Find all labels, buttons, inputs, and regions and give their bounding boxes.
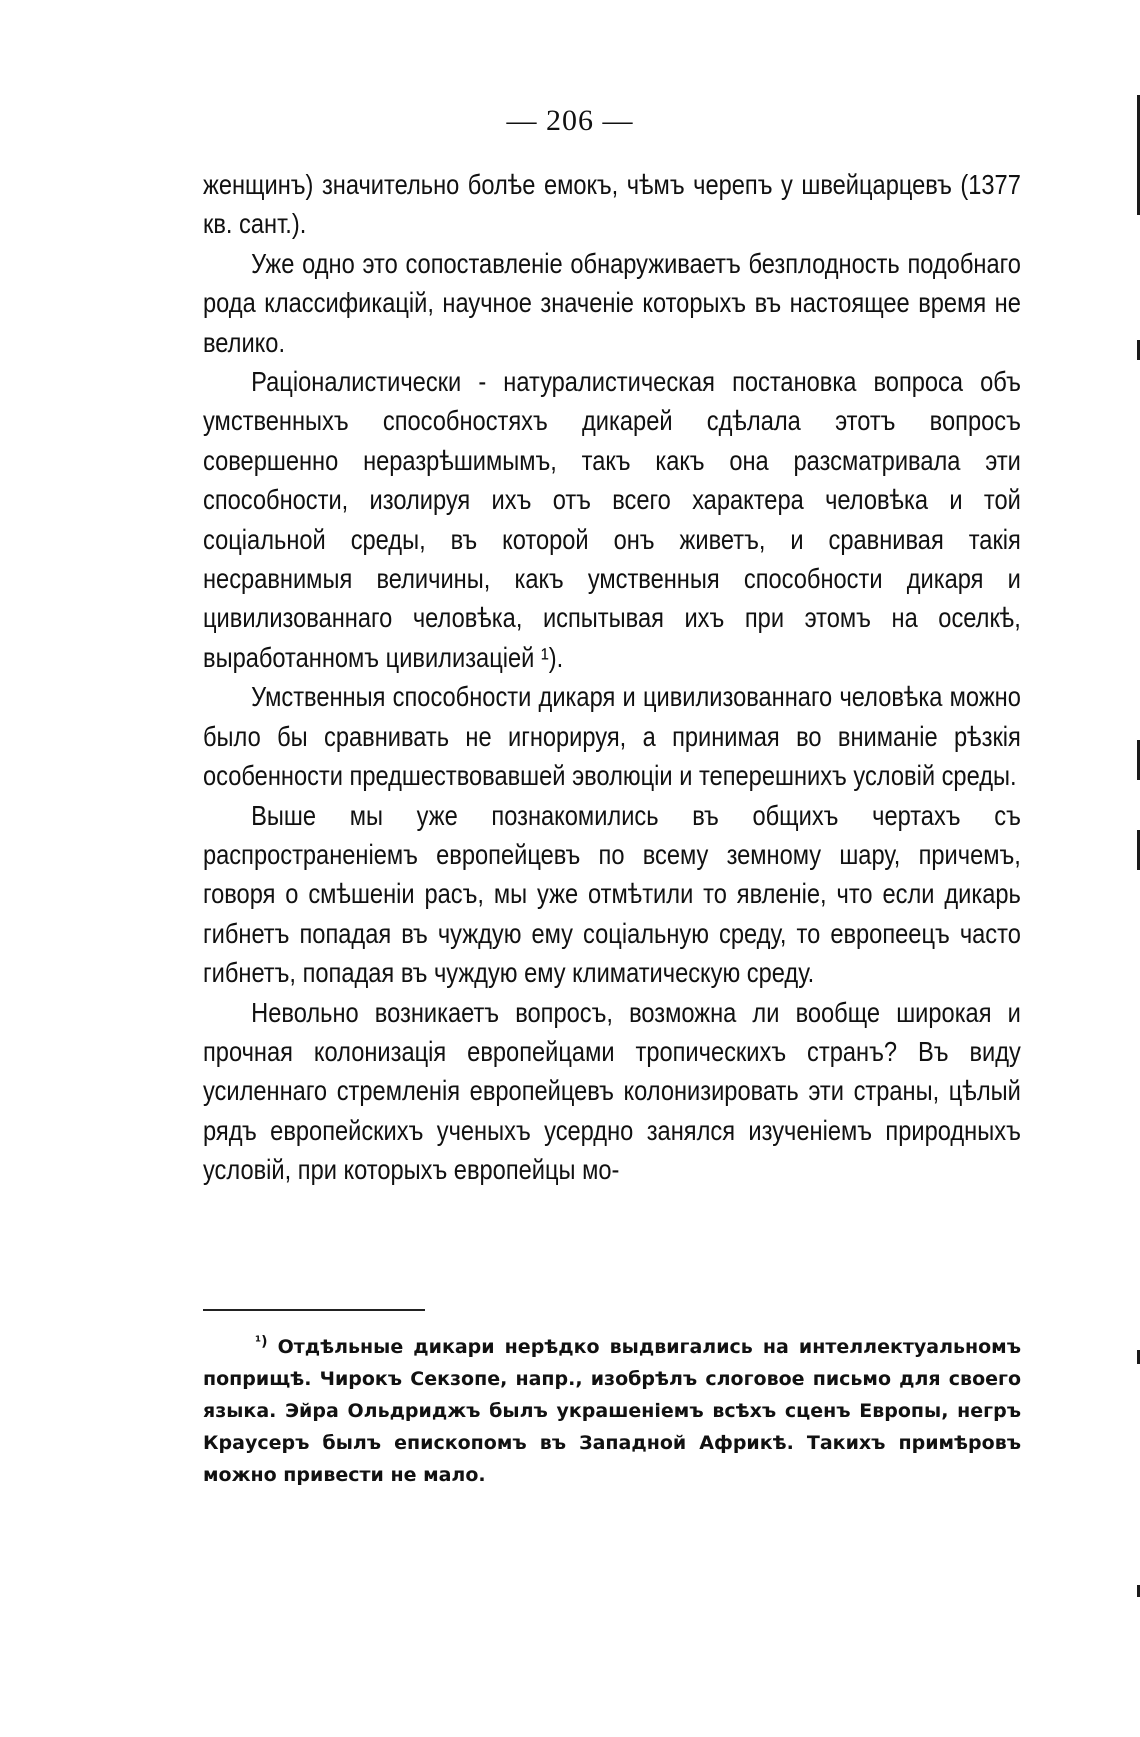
paragraph: Умственныя способности дикаря и цивилизованнаго человѣка можно было бы сравнивать не игнорируя, а принимая во вниманіе рѣзкія особенности предшествовавшей эволюціи и теперешнихъ условій среды.: [203, 681, 1021, 792]
footnote-divider: [203, 1309, 425, 1311]
footnote-text: Отдѣльные дикари нерѣдко выдвигались на интеллектуальномъ поприщѣ. Чирокъ Секзопе, напр., изобрѣлъ слоговое письмо для своего языка. Эйра Ольдриджъ былъ украшеніемъ всѣхъ сценъ Европы, негръ Краусеръ былъ епископомъ въ Западной Африкѣ. Такихъ примѣровъ можно привести не мало.: [203, 1336, 1021, 1486]
footnote-reference: ¹).: [540, 641, 564, 673]
paragraph-text: Раціоналистически - натуралистическая постановка вопроса объ умственныхъ способностяхъ дикарей сдѣлала этотъ вопросъ совершенно неразрѣшимымъ, такъ какъ она разсматривала эти способности, изолируя ихъ отъ всего характера человѣка и той соціальной среды, въ которой онъ живетъ, и сравнивая такія несравнимыя величины, какъ умственныя способности дикаря и цивилизованнаго человѣка, испытывая ихъ при этомъ на оселкѣ, выработанномъ цивилизаціей: [203, 366, 1021, 673]
paragraph: Уже одно это сопоставленіе обнаруживаетъ безплодность подобнаго рода классификацій, научное значеніе которыхъ въ настоящее время не велико.: [203, 247, 1021, 358]
footnote: [203, 1326, 1021, 1491]
paragraph: Выше мы уже познакомились въ общихъ чертахъ съ распространеніемъ европейцевъ по всему земному шару, причемъ, говоря о смѣшеніи расъ, мы уже отмѣтили то явленіе, что если дикарь гибнетъ попадая въ чуждую ему соціальную среду, то европеецъ часто гибнетъ, попадая въ чуждую ему климатическую среду.: [203, 799, 1021, 989]
paragraph: [203, 362, 1021, 677]
footnote-marker: ¹): [255, 1334, 268, 1350]
page-number: — 206 —: [506, 104, 634, 137]
main-text: [203, 165, 1021, 1190]
paragraph-continuation: женщинъ) значительно болѣе емокъ, чѣмъ черепъ у швейцарцевъ (1377 кв. сант.).: [203, 169, 1021, 240]
paragraph: Невольно возникаетъ вопросъ, возможна ли вообще широкая и прочная колонизація европейцами тропическихъ странъ? Въ виду усиленнаго стремленія европейцевъ колонизировать эти страны, цѣлый рядъ европейскихъ ученыхъ усердно занялся изученіемъ природныхъ условій, при которыхъ европейцы мо-: [203, 996, 1021, 1186]
